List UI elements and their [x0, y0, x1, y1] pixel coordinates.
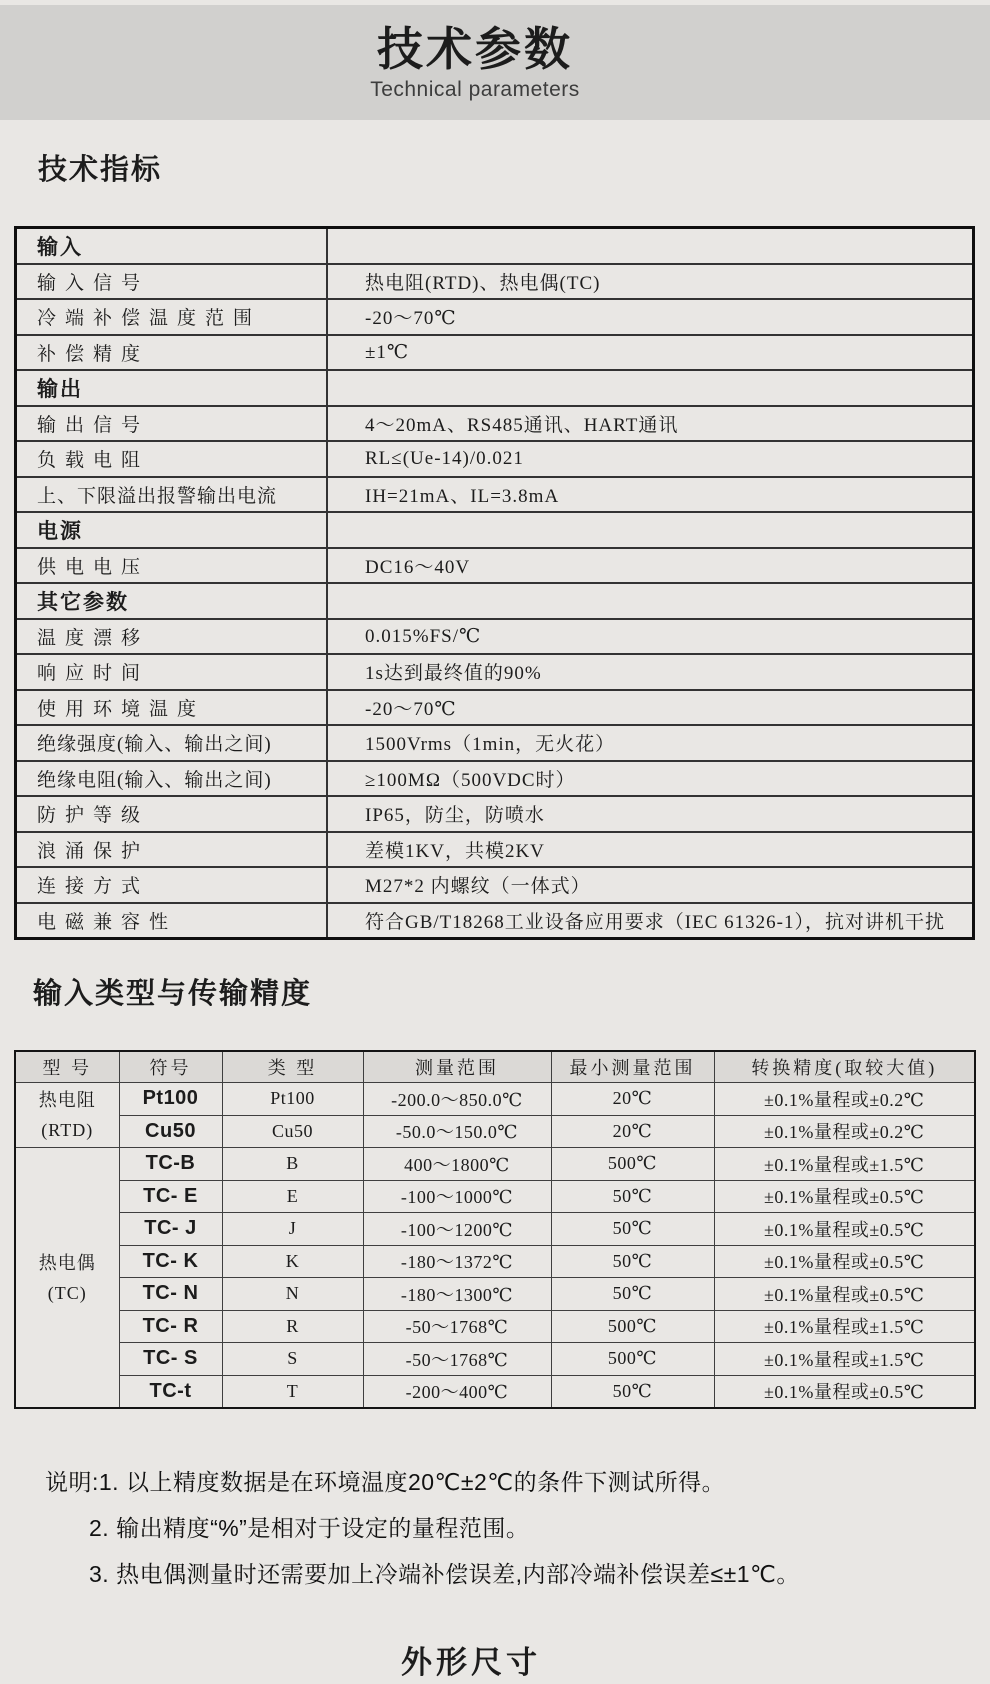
accuracy-range: -100～1200℃	[363, 1213, 551, 1246]
spec-row	[16, 228, 974, 264]
accuracy-type: S	[222, 1343, 363, 1376]
accuracy-min: 500℃	[551, 1310, 714, 1343]
spec-label: 冷端补偿温度范围	[16, 299, 328, 335]
accuracy-type: E	[222, 1180, 363, 1213]
accuracy-type: B	[222, 1148, 363, 1181]
spec-value: 1s达到最终值的90%	[327, 654, 974, 690]
accuracy-row	[15, 1343, 975, 1376]
accuracy-symbol: TC- J	[119, 1213, 222, 1246]
spec-label: 供电电压	[16, 548, 328, 584]
accuracy-min: 50℃	[551, 1278, 714, 1311]
accuracy-range: -100～1000℃	[363, 1180, 551, 1213]
accuracy-range: -50.0～150.0℃	[363, 1115, 551, 1148]
accuracy-range: -180～1372℃	[363, 1245, 551, 1278]
note-line-1: 说明:1. 以上精度数据是在环境温度20℃±2℃的条件下测试所得。	[45, 1469, 726, 1495]
spec-row	[16, 761, 974, 797]
spec-value: ±1℃	[327, 335, 974, 371]
accuracy-row	[15, 1115, 975, 1148]
accuracy-acc: ±0.1%量程或±0.5℃	[714, 1375, 975, 1408]
spec-value	[327, 228, 974, 264]
accuracy-symbol: TC- S	[119, 1343, 222, 1376]
spec-row	[16, 832, 974, 868]
spec-section-label: 电源	[16, 512, 328, 548]
accuracy-symbol: TC- E	[119, 1180, 222, 1213]
spec-value	[327, 370, 974, 406]
accuracy-range: -180～1300℃	[363, 1278, 551, 1311]
accuracy-acc: ±0.1%量程或±1.5℃	[714, 1148, 975, 1181]
spec-row	[16, 370, 974, 406]
accuracy-table	[14, 1050, 976, 1409]
accuracy-type: K	[222, 1245, 363, 1278]
spec-row	[16, 335, 974, 371]
accuracy-symbol: Pt100	[119, 1083, 222, 1116]
accuracy-model-tc	[15, 1148, 119, 1409]
spec-value: -20～70℃	[327, 690, 974, 726]
spec-section-label: 其它参数	[16, 583, 328, 619]
accuracy-row	[15, 1245, 975, 1278]
accuracy-range: -50～1768℃	[363, 1310, 551, 1343]
accuracy-acc: ±0.1%量程或±1.5℃	[714, 1310, 975, 1343]
spec-row	[16, 654, 974, 690]
model-sub: (RTD)	[41, 1120, 94, 1140]
accuracy-min: 500℃	[551, 1148, 714, 1181]
spec-row	[16, 796, 974, 832]
spec-value: M27*2 内螺纹（一体式）	[327, 867, 974, 903]
spec-label: 负载电阻	[16, 441, 328, 477]
accuracy-acc: ±0.1%量程或±0.5℃	[714, 1245, 975, 1278]
spec-label: 使用环境温度	[16, 690, 328, 726]
accuracy-header-symbol: 符号	[119, 1051, 222, 1083]
page-title: 技术参数	[377, 23, 573, 75]
note-line-2: 2. 输出精度“%”是相对于设定的量程范围。	[89, 1515, 530, 1541]
accuracy-min: 50℃	[551, 1180, 714, 1213]
spec-label: 输入信号	[16, 264, 328, 300]
accuracy-header-accuracy: 转换精度(取较大值)	[714, 1051, 975, 1083]
spec-label: 补偿精度	[16, 335, 328, 371]
spec-value: 差模1KV，共模2KV	[327, 832, 974, 868]
accuracy-min: 50℃	[551, 1245, 714, 1278]
spec-label: 响应时间	[16, 654, 328, 690]
spec-row	[16, 619, 974, 655]
accuracy-type: Cu50	[222, 1115, 363, 1148]
spec-value: 热电阻(RTD)、热电偶(TC)	[327, 264, 974, 300]
page-subtitle: Technical parameters	[370, 78, 580, 101]
accuracy-acc: ±0.1%量程或±0.5℃	[714, 1278, 975, 1311]
spec-value	[327, 512, 974, 548]
spec-value: RL≤(Ue-14)/0.021	[327, 441, 974, 477]
page-banner	[0, 5, 990, 120]
accuracy-type: N	[222, 1278, 363, 1311]
spec-label: 温度漂移	[16, 619, 328, 655]
accuracy-type: Pt100	[222, 1083, 363, 1116]
spec-value: 0.015%FS/℃	[327, 619, 974, 655]
accuracy-min: 50℃	[551, 1213, 714, 1246]
spec-row	[16, 406, 974, 442]
model-sub: (TC)	[47, 1282, 87, 1303]
accuracy-row	[15, 1310, 975, 1343]
accuracy-header-min-range: 最小测量范围	[551, 1051, 714, 1083]
accuracy-type: J	[222, 1213, 363, 1246]
accuracy-header-type: 类 型	[222, 1051, 363, 1083]
spec-value: 1500Vrms（1min，无火花）	[327, 725, 974, 761]
spec-value: -20～70℃	[327, 299, 974, 335]
accuracy-row	[15, 1148, 975, 1181]
accuracy-row	[15, 1375, 975, 1408]
spec-value	[327, 583, 974, 619]
spec-label: 上、下限溢出报警输出电流	[16, 477, 328, 513]
accuracy-row	[15, 1278, 975, 1311]
model-name: 热电阻	[38, 1090, 96, 1110]
spec-row	[16, 583, 974, 619]
spec-value: 4～20mA、RS485通讯、HART通讯	[327, 406, 974, 442]
spec-label: 防护等级	[16, 796, 328, 832]
spec-row	[16, 548, 974, 584]
model-name: 热电偶	[38, 1252, 96, 1273]
accuracy-row	[15, 1180, 975, 1213]
spec-label: 电磁兼容性	[16, 903, 328, 939]
note-line-3: 3. 热电偶测量时还需要加上冷端补偿误差,内部冷端补偿误差≤±1℃。	[89, 1561, 800, 1587]
accuracy-min: 500℃	[551, 1343, 714, 1376]
accuracy-range: -50～1768℃	[363, 1343, 551, 1376]
section-title-specs: 技术指标	[38, 154, 163, 186]
spec-row	[16, 690, 974, 726]
accuracy-symbol: TC-B	[119, 1148, 222, 1181]
spec-label: 绝缘强度(输入、输出之间)	[16, 725, 328, 761]
section-title-dimensions: 外形尺寸	[401, 1645, 541, 1680]
accuracy-type: T	[222, 1375, 363, 1408]
accuracy-type: R	[222, 1310, 363, 1343]
spec-row	[16, 867, 974, 903]
spec-table	[14, 226, 975, 940]
accuracy-acc: ±0.1%量程或±0.5℃	[714, 1180, 975, 1213]
notes-block	[45, 1467, 990, 1589]
accuracy-range: -200.0～850.0℃	[363, 1083, 551, 1116]
accuracy-model-rtd	[15, 1083, 119, 1148]
accuracy-range: 400～1800℃	[363, 1148, 551, 1181]
spec-value: ≥100MΩ（500VDC时）	[327, 761, 974, 797]
spec-row	[16, 299, 974, 335]
spec-section-label: 输出	[16, 370, 328, 406]
spec-section-label: 输入	[16, 228, 328, 264]
accuracy-header-model: 型 号	[15, 1051, 119, 1083]
spec-row	[16, 903, 974, 939]
accuracy-header-row	[15, 1051, 975, 1083]
spec-value: DC16～40V	[327, 548, 974, 584]
accuracy-symbol: Cu50	[119, 1115, 222, 1148]
spec-row	[16, 512, 974, 548]
spec-label: 输出信号	[16, 406, 328, 442]
accuracy-acc: ±0.1%量程或±0.5℃	[714, 1213, 975, 1246]
spec-label: 浪涌保护	[16, 832, 328, 868]
accuracy-symbol: TC- K	[119, 1245, 222, 1278]
accuracy-acc: ±0.1%量程或±1.5℃	[714, 1343, 975, 1376]
accuracy-acc: ±0.1%量程或±0.2℃	[714, 1115, 975, 1148]
spec-row	[16, 441, 974, 477]
spec-row	[16, 477, 974, 513]
accuracy-symbol: TC-t	[119, 1375, 222, 1408]
accuracy-min: 20℃	[551, 1083, 714, 1116]
accuracy-min: 20℃	[551, 1115, 714, 1148]
accuracy-row	[15, 1213, 975, 1246]
accuracy-row	[15, 1083, 975, 1116]
accuracy-min: 50℃	[551, 1375, 714, 1408]
spec-value: IH=21mA、IL=3.8mA	[327, 477, 974, 513]
accuracy-acc: ±0.1%量程或±0.2℃	[714, 1083, 975, 1116]
spec-value: 符合GB/T18268工业设备应用要求（IEC 61326-1），抗对讲机干扰	[327, 903, 974, 939]
spec-label: 绝缘电阻(输入、输出之间)	[16, 761, 328, 797]
spec-value: IP65，防尘，防喷水	[327, 796, 974, 832]
accuracy-range: -200～400℃	[363, 1375, 551, 1408]
spec-row	[16, 725, 974, 761]
accuracy-symbol: TC- R	[119, 1310, 222, 1343]
section-title-accuracy: 输入类型与传输精度	[33, 978, 313, 1010]
accuracy-header-range: 测量范围	[363, 1051, 551, 1083]
accuracy-symbol: TC- N	[119, 1278, 222, 1311]
spec-label: 连接方式	[16, 867, 328, 903]
spec-row	[16, 264, 974, 300]
